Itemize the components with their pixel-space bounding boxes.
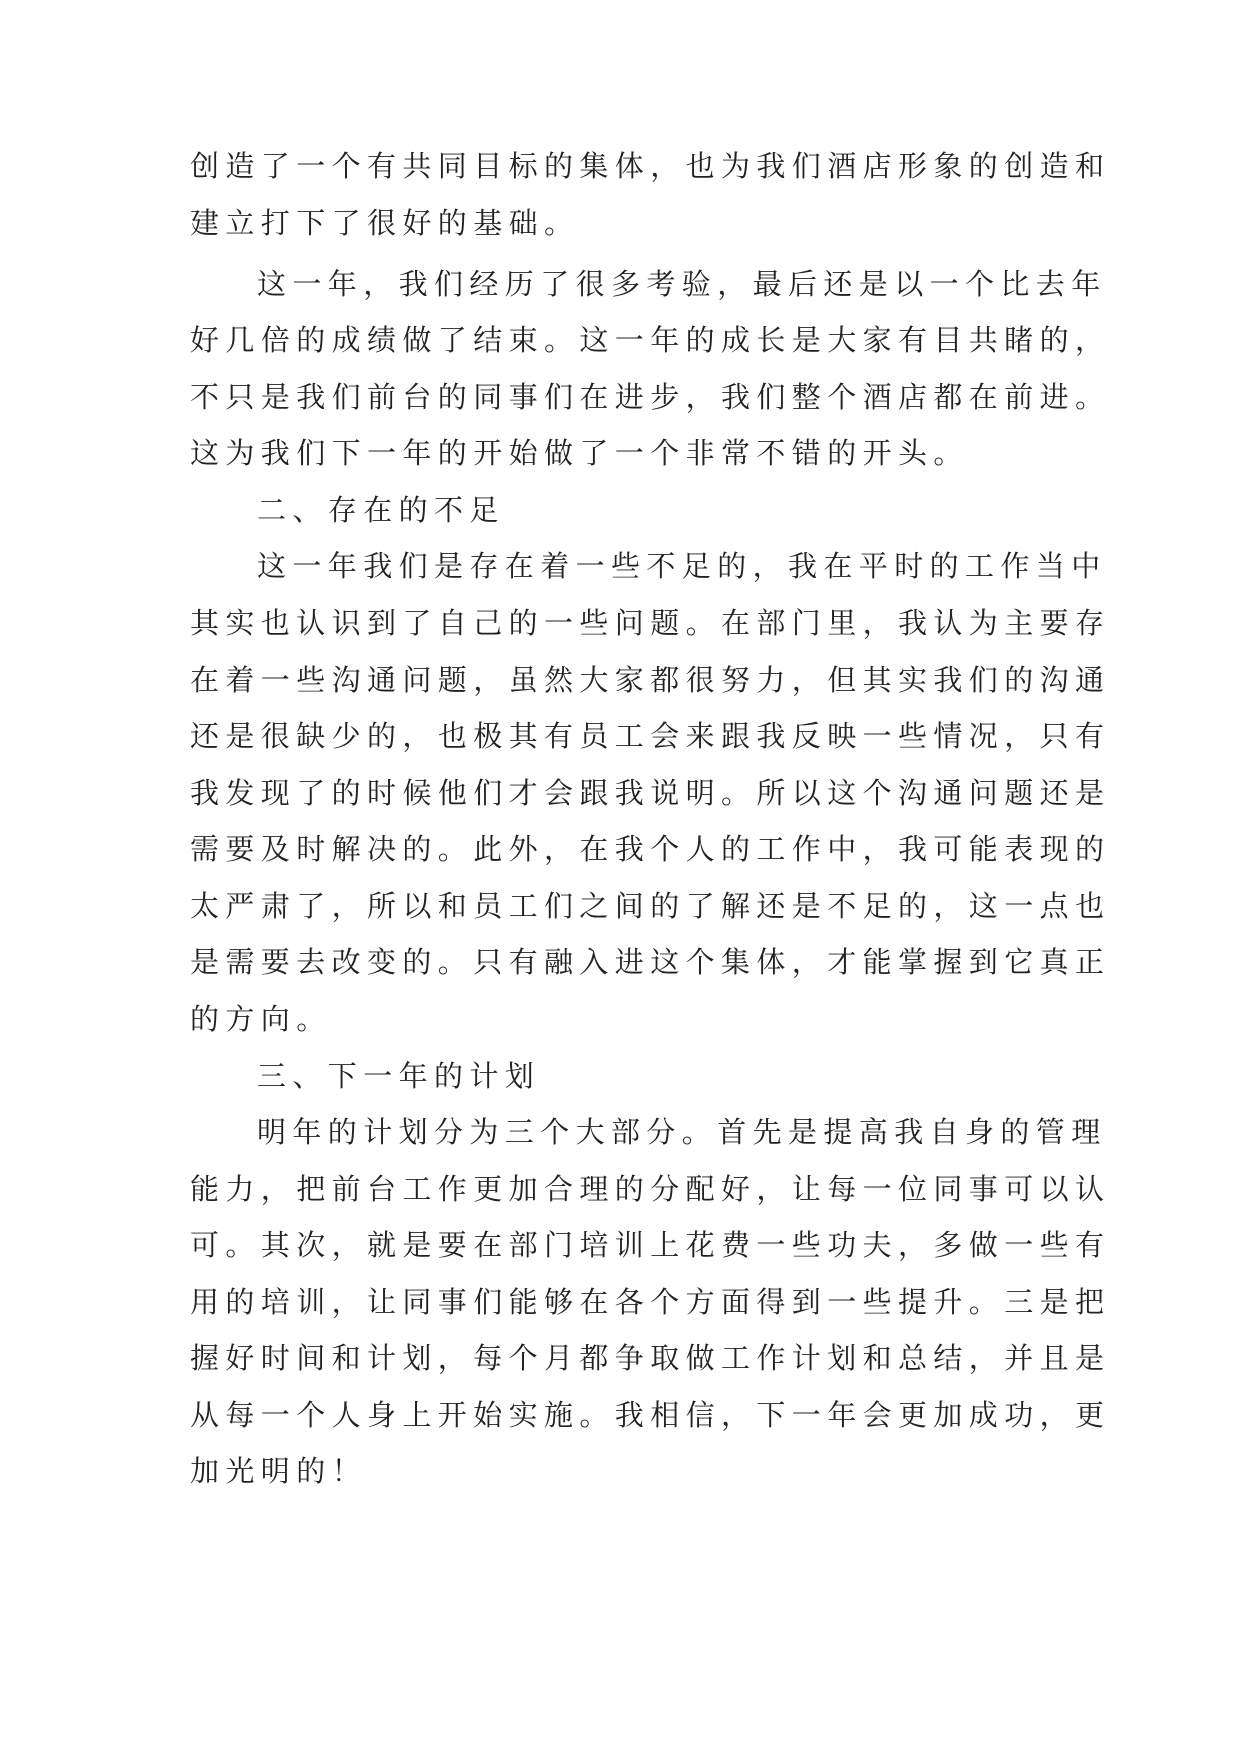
paragraph-first-line: 这一年，我们经历了很多考验，最后还是以一个比去年 <box>257 267 1107 301</box>
paragraph-first-line: 明年的计划分为三个大部分。首先是提高我自身的管理 <box>257 1115 1107 1149</box>
text-line: 在着一些沟通问题，虽然大家都很努力，但其实我们的沟通 <box>190 663 1111 697</box>
text-line: 加光明的！ <box>190 1454 368 1488</box>
text-line: 握好时间和计划，每个月都争取做工作计划和总结，并且是 <box>190 1341 1111 1375</box>
text-line: 是需要去改变的。只有融入进这个集体，才能掌握到它真正 <box>190 945 1111 979</box>
text-line: 从每一个人身上开始实施。我相信，下一年会更加成功，更 <box>190 1398 1111 1432</box>
paragraph-first-line: 这一年我们是存在着一些不足的，我在平时的工作当中 <box>257 549 1107 583</box>
text-line: 其实也认识到了自己的一些问题。在部门里，我认为主要存 <box>190 606 1111 640</box>
text-line: 的方向。 <box>190 1002 332 1036</box>
text-line: 创造了一个有共同目标的集体，也为我们酒店形象的创造和 <box>190 149 1111 183</box>
text-line: 这为我们下一年的开始做了一个非常不错的开头。 <box>190 436 969 470</box>
text-line: 需要及时解决的。此外，在我个人的工作中，我可能表现的 <box>190 832 1111 866</box>
text-line: 我发现了的时候他们才会跟我说明。所以这个沟通问题还是 <box>190 776 1111 810</box>
text-line: 建立打下了很好的基础。 <box>190 206 580 240</box>
text-line: 用的培训，让同事们能够在各个方面得到一些提升。三是把 <box>190 1285 1111 1319</box>
text-line: 不只是我们前台的同事们在进步，我们整个酒店都在前进。 <box>190 380 1111 414</box>
text-line: 好几倍的成绩做了结束。这一年的成长是大家有目共睹的， <box>190 323 1111 357</box>
text-line: 还是很缺少的，也极其有员工会来跟我反映一些情况，只有 <box>190 719 1111 753</box>
text-line: 能力，把前台工作更加合理的分配好，让每一位同事可以认 <box>190 1172 1111 1206</box>
text-line: 太严肃了，所以和员工们之间的了解还是不足的，这一点也 <box>190 889 1111 923</box>
section-heading: 三、下一年的计划 <box>257 1059 541 1093</box>
text-line: 可。其次，就是要在部门培训上花费一些功夫，多做一些有 <box>190 1228 1111 1262</box>
section-heading: 二、存在的不足 <box>257 493 505 527</box>
